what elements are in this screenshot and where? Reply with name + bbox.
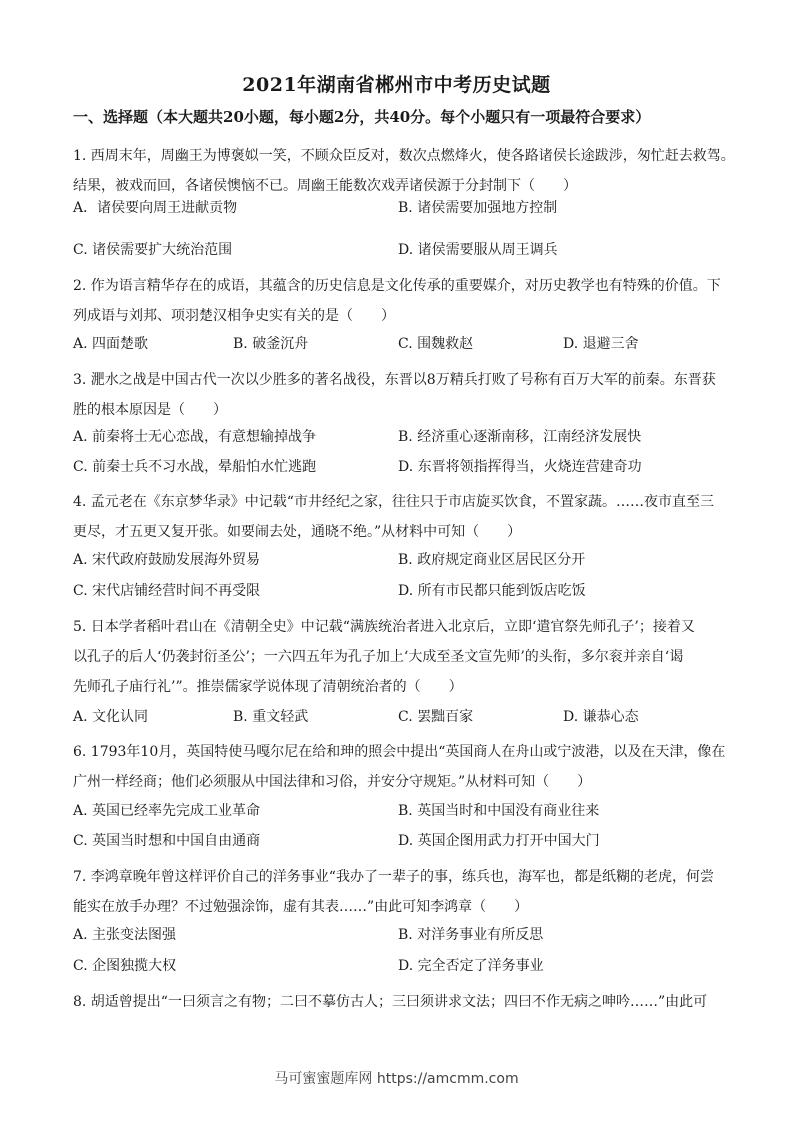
option-d[interactable]: D. 完全否定了洋务事业 bbox=[398, 958, 544, 974]
question-text: 5. 日本学者稻叶君山在《清朝全史》中记载“满族统治者进入北京后，立即‘遣官祭先师孔子’；接着又 bbox=[73, 619, 695, 635]
option-a[interactable]: A．诸侯要向周王进献贡物 bbox=[73, 200, 238, 216]
option-a[interactable]: A. 四面楚歌 bbox=[73, 336, 149, 352]
options-row bbox=[73, 830, 723, 860]
options-row bbox=[73, 456, 723, 486]
option-a[interactable]: A. 文化认同 bbox=[73, 709, 149, 725]
option-b[interactable]: B. 破釜沉舟 bbox=[233, 336, 309, 352]
section-heading: 一、选择题（本大题共20小题，每小题2分，共40分。每个小题只有一项最符合要求） bbox=[73, 108, 651, 126]
question-text: 8. 胡适曾提出“一曰须言之有物；二曰不摹仿古人；三曰须讲求文法；四曰不作无病之呻吟……”由此可 bbox=[73, 994, 708, 1010]
question-5 bbox=[73, 612, 723, 702]
option-c[interactable]: C. 前秦士兵不习水战，晕船怕水忙逃跑 bbox=[73, 459, 317, 475]
option-a[interactable]: A. 主张变法图强 bbox=[73, 927, 177, 943]
question-8 bbox=[73, 987, 723, 1017]
question-text: 2. 作为语言精华存在的成语，其蕴含的历史信息是文化传承的重要媒介，对历史教学也有特殊的价值。下 bbox=[73, 278, 721, 294]
option-c[interactable]: C. 企图独揽大权 bbox=[73, 958, 177, 974]
question-3 bbox=[73, 365, 723, 425]
question-6 bbox=[73, 737, 726, 797]
question-text: 以孔子的后人‘仍袭封衍圣公’；一六四五年为孔子加上‘大成至圣文宣先师’的头衔，多尔衮并亲自‘谒 bbox=[73, 649, 684, 665]
options-row bbox=[73, 580, 723, 610]
option-c[interactable]: C. 围魏救赵 bbox=[398, 336, 474, 352]
option-d[interactable]: D. 东晋将领指挥得当，火烧连营建奇功 bbox=[398, 459, 642, 475]
option-a[interactable]: A. 英国已经率先完成工业革命 bbox=[73, 803, 261, 819]
question-text: 列成语与刘邦、项羽楚汉相争史实有关的是（ ） bbox=[73, 308, 395, 324]
option-d[interactable]: D. 所有市民都只能到饭店吃饭 bbox=[398, 583, 586, 599]
option-c[interactable]: C. 诸侯需要扩大统治范围 bbox=[73, 242, 233, 258]
option-b[interactable]: B. 对洋务事业有所反思 bbox=[398, 927, 544, 943]
question-text: 更尽，才五更又复开张。如要闹去处，通晓不绝。”从材料中可知（ ） bbox=[73, 524, 522, 540]
option-c[interactable]: C. 罢黜百家 bbox=[398, 709, 474, 725]
option-b[interactable]: B. 经济重心逐渐南移，江南经济发展快 bbox=[398, 429, 642, 445]
question-text: 6. 1793年10月，英国特使马嘎尔尼在给和珅的照会中提出“英国商人在舟山或宁波港，以及在天津，像在 bbox=[73, 744, 726, 760]
question-1 bbox=[73, 141, 735, 201]
question-2 bbox=[73, 271, 723, 331]
option-b[interactable]: B. 诸侯需要加强地方控制 bbox=[398, 200, 558, 216]
option-a[interactable]: A. 前秦将士无心恋战，有意想输掉战争 bbox=[73, 429, 317, 445]
question-text: 广州一样经商；他们必须服从中国法律和习俗，并安分守规矩。”从材料可知（ ） bbox=[73, 774, 592, 790]
options-row bbox=[73, 924, 723, 954]
option-b[interactable]: B. 英国当时和中国没有商业往来 bbox=[398, 803, 600, 819]
option-b[interactable]: B. 政府规定商业区居民区分开 bbox=[398, 552, 586, 568]
question-text: 结果，被戏而回，各诸侯懊恼不已。周幽王能数次戏弄诸侯源于分封制下（ ） bbox=[73, 178, 577, 194]
question-text: 胜的根本原因是（ ） bbox=[73, 402, 227, 418]
question-7 bbox=[73, 862, 723, 922]
option-d[interactable]: D. 退避三舍 bbox=[563, 336, 639, 352]
question-text: 3. 淝水之战是中国古代一次以少胜多的著名战役，东晋以8万精兵打败了号称有百万大军的前秦。东晋获 bbox=[73, 372, 716, 388]
question-text: 先师孔子庙行礼’”。推崇儒家学说体现了清朝统治者的（ ） bbox=[73, 679, 463, 695]
question-text: 能实在放手办理？不过勉强涂饰，虚有其表……”由此可知李鸿章（ ） bbox=[73, 899, 529, 915]
question-text: 1. 西周末年，周幽王为博褒姒一笑，不顾众臣反对，数次点燃烽火，使各路诸侯长途跋涉，匆忙赶去救驾。 bbox=[73, 148, 735, 164]
question-text: 4. 孟元老在《东京梦华录》中记载“市井经纪之家，往往只于市店旋买饮食，不置家蔬。……夜市直至三 bbox=[73, 494, 714, 510]
option-c[interactable]: C. 宋代店铺经营时间不再受限 bbox=[73, 583, 261, 599]
option-b[interactable]: B. 重文轻武 bbox=[233, 709, 309, 725]
options-row bbox=[73, 239, 723, 269]
option-d[interactable]: D. 诸侯需要服从周王调兵 bbox=[398, 242, 558, 258]
option-a[interactable]: A. 宋代政府鼓励发展海外贸易 bbox=[73, 552, 261, 568]
options-row bbox=[73, 706, 723, 736]
option-d[interactable]: D. 英国企图用武力打开中国大门 bbox=[398, 833, 600, 849]
options-row bbox=[73, 549, 723, 579]
option-d[interactable]: D. 谦恭心态 bbox=[563, 709, 639, 725]
question-4 bbox=[73, 487, 723, 547]
options-row bbox=[73, 333, 723, 363]
question-text: 7. 李鸿章晚年曾这样评价自己的洋务事业“我办了一辈子的事，练兵也，海军也，都是纸糊的老虎，何尝 bbox=[73, 869, 714, 885]
footer-watermark: 马可蜜蜜题库网 https://amcmm.com bbox=[274, 1071, 519, 1087]
option-c[interactable]: C. 英国当时想和中国自由通商 bbox=[73, 833, 261, 849]
options-row bbox=[73, 197, 723, 227]
options-row bbox=[73, 800, 723, 830]
page-title: 2021年湖南省郴州市中考历史试题 bbox=[242, 74, 551, 96]
options-row bbox=[73, 426, 723, 456]
options-row bbox=[73, 955, 723, 985]
